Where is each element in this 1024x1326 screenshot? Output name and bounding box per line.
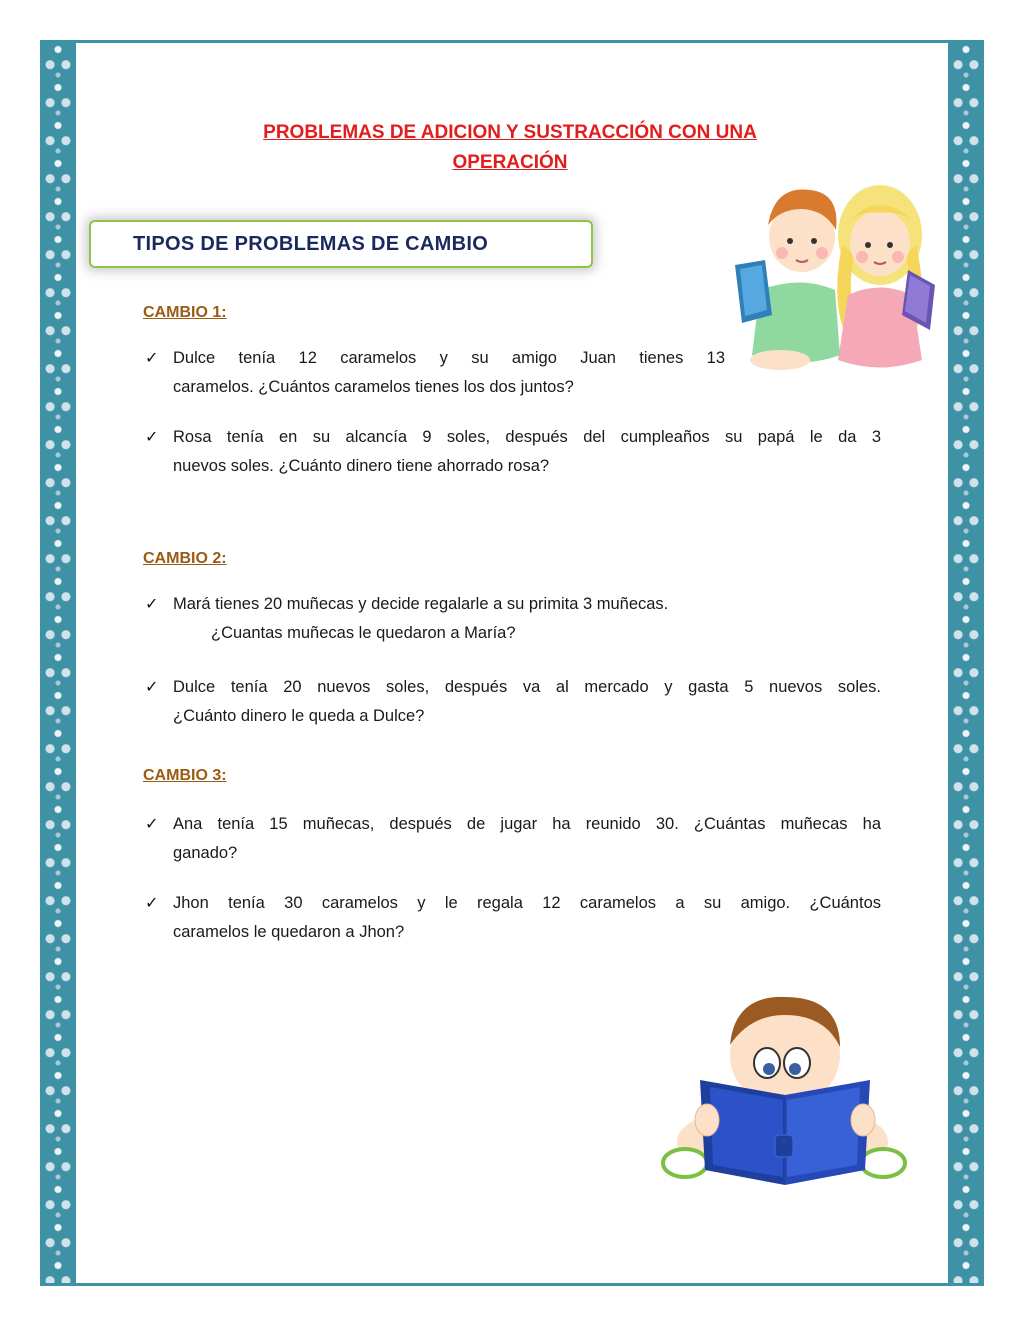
cambio-2-item-2-line-1: Dulce tenía 20 nuevos soles, después va al mercado y gasta 5 nuevos soles. <box>173 678 881 696</box>
cambio-2-item-1-line-2: ¿Cuantas muñecas le quedaron a María? <box>211 624 516 642</box>
cambio-3-item-2-line-2: caramelos le quedaron a Jhon? <box>173 923 405 941</box>
cambio-3-item-1-line-2: ganado? <box>173 844 238 862</box>
cambio-1-item-2-line-1: Rosa tenía en su alcancía 9 soles, después del cumpleaños su papá le da 3 <box>173 428 881 446</box>
decorative-border-right <box>948 40 984 1286</box>
section-title-box <box>89 220 593 268</box>
check-icon: ✓ <box>145 816 159 833</box>
children-reading-illustration <box>730 165 945 380</box>
cambio-2-heading: CAMBIO 2: <box>143 550 227 567</box>
cambio-1-item-1-line-1: Dulce tenía 12 caramelos y su amigo Juan tienes 13 <box>173 349 725 367</box>
cambio-3-item-1-line-1: Ana tenía 15 muñecas, después de jugar ha reunido 30. ¿Cuántas muñecas ha <box>173 815 881 833</box>
check-icon: ✓ <box>145 895 159 912</box>
cambio-1-heading: CAMBIO 1: <box>143 304 227 321</box>
check-icon: ✓ <box>145 679 159 696</box>
cambio-1-item-2-line-2: nuevos soles. ¿Cuánto dinero tiene ahorrado rosa? <box>173 457 550 475</box>
cambio-2-item-1-line-1: Mará tienes 20 muñecas y decide regalarle a su primita 3 muñecas. <box>173 595 669 613</box>
cambio-1-item-1 <box>145 344 725 402</box>
cambio-2-item-2-line-2: ¿Cuánto dinero le queda a Dulce? <box>173 707 425 725</box>
check-icon: ✓ <box>145 429 159 446</box>
boy-reading-book-illustration <box>645 985 920 1200</box>
cambio-1-item-1-line-2: caramelos. ¿Cuántos caramelos tienes los dos juntos? <box>173 378 574 396</box>
frame-top-line <box>40 40 984 43</box>
page-title-line-1: PROBLEMAS DE ADICION Y SUSTRACCIÓN CON UNA <box>263 122 757 143</box>
cambio-3-item-1 <box>145 810 881 868</box>
page-title-line-2: OPERACIÓN <box>452 152 568 173</box>
cambio-2-item-1 <box>145 590 881 648</box>
cambio-3-item-2 <box>145 889 881 947</box>
section-title: TIPOS DE PROBLEMAS DE CAMBIO <box>133 233 489 255</box>
frame-bottom-line <box>40 1283 984 1286</box>
cambio-2-item-2 <box>145 673 881 731</box>
check-icon: ✓ <box>145 350 159 367</box>
cambio-3-heading: CAMBIO 3: <box>143 767 227 784</box>
cambio-1-item-2 <box>145 423 881 481</box>
check-icon: ✓ <box>145 596 159 613</box>
cambio-3-item-2-line-1: Jhon tenía 30 caramelos y le regala 12 caramelos a su amigo. ¿Cuántos <box>173 894 881 912</box>
decorative-border-left <box>40 40 76 1286</box>
